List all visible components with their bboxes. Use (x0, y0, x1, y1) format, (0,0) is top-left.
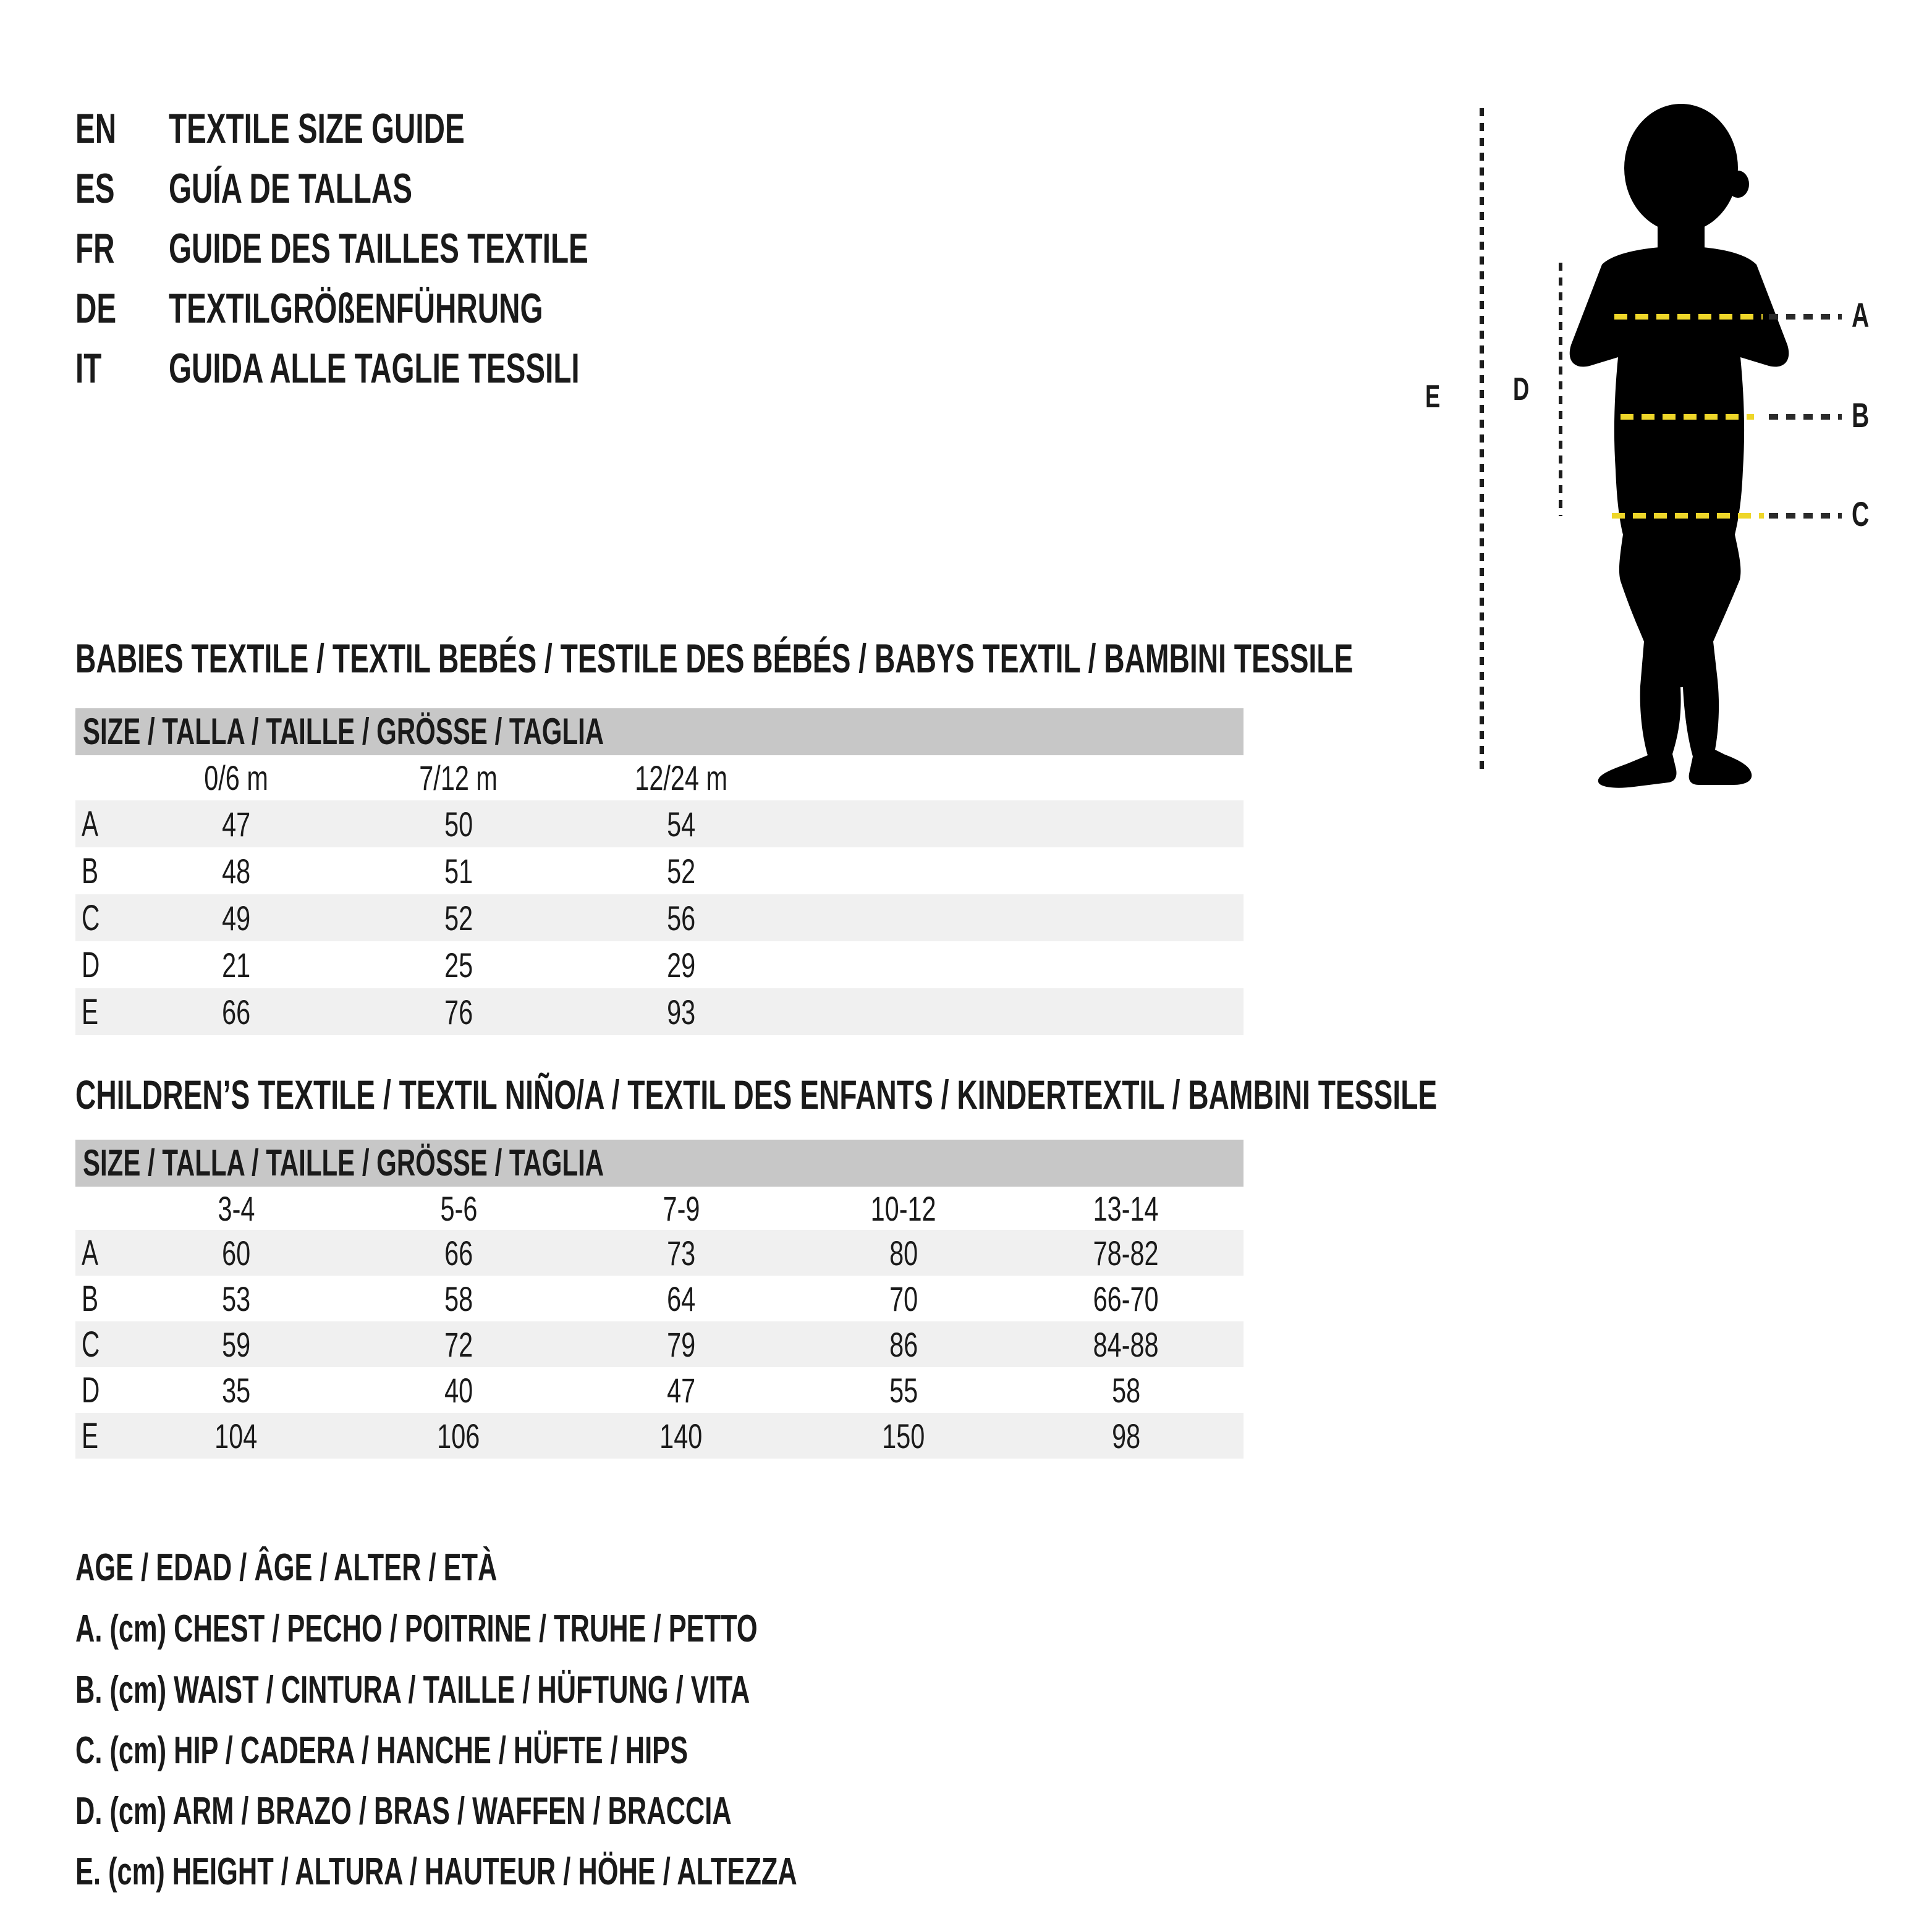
label-b: B (1852, 396, 1870, 434)
lang-title: GUIDA ALLE TAGLIE TESSILI (169, 345, 580, 392)
chest-line-yellow (1614, 314, 1763, 320)
lang-code: IT (75, 345, 102, 392)
lang-code: DE (75, 285, 117, 332)
babies-col-2: 7/12 m (419, 758, 498, 797)
children-size-header: SIZE / TALLA / TAILLE / GRÖSSE / TAGLIA (75, 1140, 1244, 1187)
table-row: C 49 52 56 (75, 894, 1244, 941)
lang-row-it (75, 339, 580, 399)
label-a: A (1852, 295, 1870, 334)
lang-row-es (75, 159, 413, 219)
waist-line-dark (1769, 414, 1842, 420)
lang-title: TEXTILE SIZE GUIDE (169, 105, 465, 152)
legend-waist: B. (cm) WAIST / CINTURA / TAILLE / HÜFTUNG / VITA (75, 1669, 750, 1711)
children-col-5: 13-14 (1093, 1188, 1159, 1228)
table-row: E 66 76 93 (75, 988, 1244, 1035)
child-silhouette-icon (1557, 99, 1805, 791)
lang-title: GUIDE DES TAILLES TEXTILE (169, 225, 588, 272)
babies-size-header: SIZE / TALLA / TAILLE / GRÖSSE / TAGLIA (75, 708, 1244, 755)
lang-title: TEXTILGRÖßENFÜHRUNG (169, 285, 543, 332)
table-row: E 104 106 140 150 98 (75, 1413, 1244, 1459)
label-e: E (1425, 379, 1441, 415)
lang-row-fr (75, 219, 588, 279)
table-row: B 53 58 64 70 66-70 (82, 1278, 1159, 1319)
lang-code: ES (75, 165, 115, 212)
children-col-2: 5-6 (440, 1188, 477, 1228)
babies-title: BABIES TEXTILE / TEXTIL BEBÉS / TESTILE DES BÉBÉS / BABYS TEXTIL / BAMBINI TESSILE (75, 635, 1354, 681)
table-row: A 60 66 73 80 78-82 (75, 1230, 1244, 1276)
label-d: D (1513, 371, 1530, 407)
table-row: D 35 40 47 55 58 (82, 1370, 1141, 1410)
lang-code: FR (75, 225, 115, 272)
children-col-4: 10-12 (870, 1188, 936, 1228)
babies-col-3: 12/24 m (635, 758, 727, 797)
children-col-3: 7-9 (663, 1188, 700, 1228)
lang-row-de (75, 279, 543, 339)
legend-age: AGE / EDAD / ÂGE / ALTER / ETÀ (75, 1546, 498, 1589)
table-row: D 21 25 29 (82, 944, 696, 985)
hip-line-yellow (1612, 513, 1764, 519)
legend-height: E. (cm) HEIGHT / ALTURA / HAUTEUR / HÖHE / ALTEZZA (75, 1850, 797, 1893)
hip-line-dark (1769, 513, 1842, 519)
waist-line-yellow (1621, 414, 1754, 420)
lang-code: EN (75, 105, 117, 152)
babies-column-header-row (75, 755, 1244, 800)
children-col-1: 3-4 (218, 1188, 255, 1228)
babies-col-1: 0/6 m (204, 758, 268, 797)
lang-row-en (75, 99, 465, 159)
table-row: A 47 50 54 (75, 800, 1244, 847)
label-c: C (1852, 494, 1870, 533)
legend-chest: A. (cm) CHEST / PECHO / POITRINE / TRUHE / PETTO (75, 1608, 758, 1650)
chest-line-dark (1769, 314, 1842, 320)
legend-arm: D. (cm) ARM / BRAZO / BRAS / WAFFEN / BRACCIA (75, 1790, 732, 1832)
children-title: CHILDREN’S TEXTILE / TEXTIL NIÑO/A / TEXTIL DES ENFANTS / KINDERTEXTIL / BAMBINI TESSILE (75, 1072, 1438, 1117)
table-row: B 48 51 52 (82, 850, 696, 891)
table-row: C 59 72 79 86 84-88 (75, 1321, 1244, 1367)
legend-hip: C. (cm) HIP / CADERA / HANCHE / HÜFTE / HIPS (75, 1729, 688, 1772)
lang-title: GUÍA DE TALLAS (169, 165, 413, 212)
children-column-header-row (75, 1187, 1244, 1230)
